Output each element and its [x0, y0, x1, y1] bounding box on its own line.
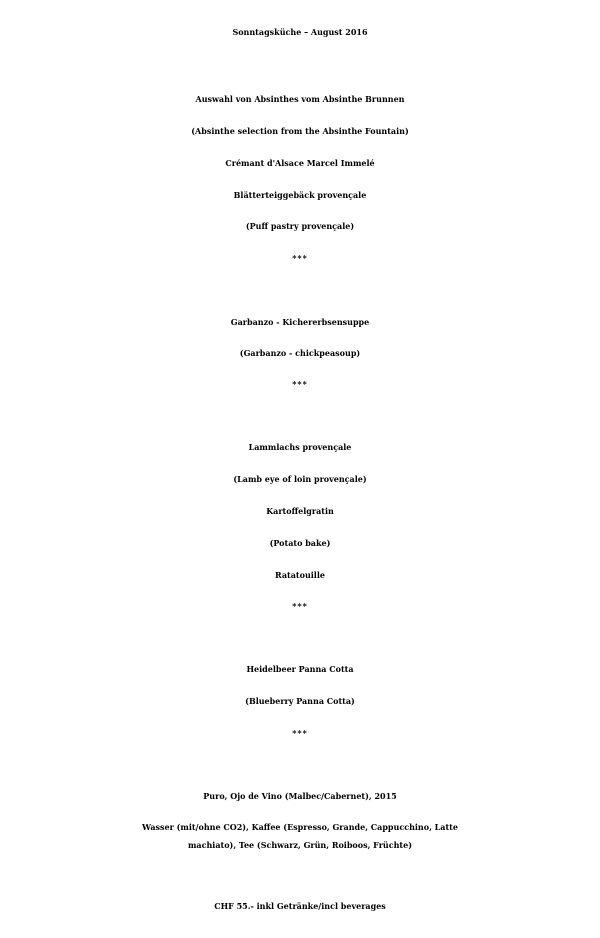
- dessert-en: (Blueberry Panna Cotta): [245, 696, 355, 706]
- aperitif-absinthe-en: (Absinthe selection from the Absinthe Fountain): [191, 126, 409, 136]
- course-separator: ***: [292, 601, 308, 611]
- price-line: CHF 55.- inkl Getränke/incl beverages: [214, 901, 386, 911]
- main-gratin-en: (Potato bake): [269, 538, 331, 548]
- main-gratin-de: Kartoffelgratin: [266, 506, 334, 516]
- aperitif-absinthe-de: Auswahl von Absinthes vom Absinthe Brunnen: [195, 94, 405, 104]
- aperitif-pastry-de: Blätterteiggebäck provençale: [233, 190, 367, 200]
- main-ratatouille: Ratatouille: [275, 570, 325, 580]
- soup-en: (Garbanzo - chickpeasoup): [239, 348, 361, 358]
- menu-title: Sonntagsküche – August 2016: [232, 27, 368, 37]
- aperitif-pastry-en: (Puff pastry provençale): [245, 221, 355, 231]
- course-separator: ***: [292, 728, 308, 738]
- main-lamb-de: Lammlachs provençale: [248, 442, 352, 452]
- main-lamb-en: (Lamb eye of loin provençale): [233, 474, 367, 484]
- soup-de: Garbanzo - Kichererbsensuppe: [230, 317, 370, 327]
- beverages-line-1: Wasser (mit/ohne CO2), Kaffee (Espresso, Grande, Cappucchino, Latte: [142, 822, 458, 832]
- wine-line: Puro, Ojo de Vino (Malbec/Cabernet), 2015: [203, 791, 397, 801]
- course-separator: ***: [292, 253, 308, 263]
- course-separator: ***: [292, 379, 308, 389]
- beverages-line-2: machiato), Tee (Schwarz, Grün, Roiboos, Früchte): [187, 840, 413, 850]
- aperitif-cremant: Crémant d'Alsace Marcel Immelé: [225, 158, 375, 168]
- dessert-de: Heidelbeer Panna Cotta: [246, 664, 354, 674]
